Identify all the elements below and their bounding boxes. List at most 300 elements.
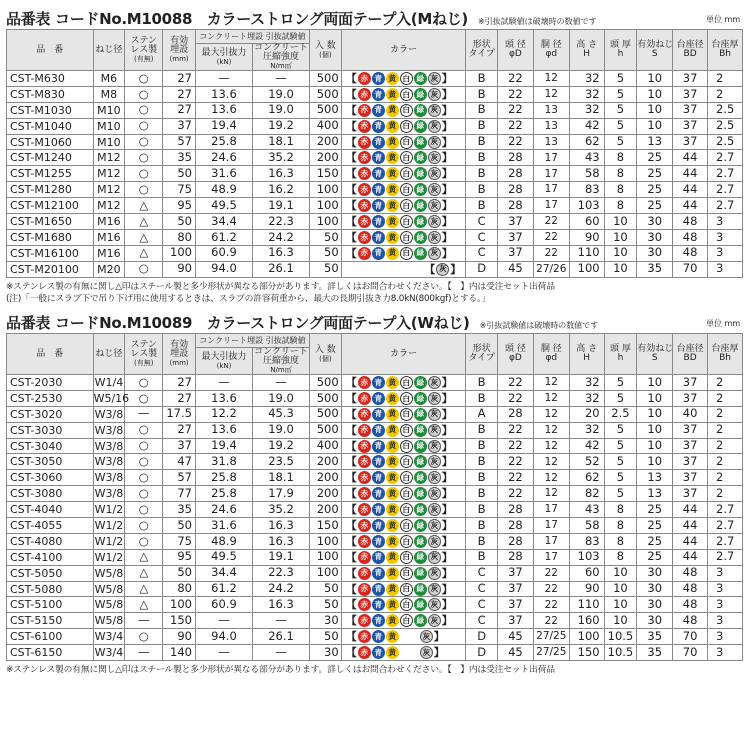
color-blue-icon: 青 bbox=[372, 646, 385, 659]
color-green-icon: 緑 bbox=[414, 247, 427, 260]
color-green-icon: 緑 bbox=[414, 183, 427, 196]
color-yellow-icon: 黄 bbox=[386, 519, 399, 532]
color-blue-icon: 青 bbox=[372, 392, 385, 405]
table-row bbox=[7, 375, 743, 391]
cell-comp: 26.1 bbox=[252, 629, 309, 645]
cell-body-diameter: 12 bbox=[533, 71, 569, 87]
color-blue-icon: 青 bbox=[372, 455, 385, 468]
cell-head-thickness: 5 bbox=[604, 454, 637, 470]
table-row bbox=[7, 422, 743, 438]
cell-height: 58 bbox=[569, 166, 604, 182]
cell-shape: B bbox=[466, 375, 498, 391]
header-thread: ねじ径 bbox=[93, 334, 125, 375]
cell-colors bbox=[341, 134, 466, 150]
cell-qty: 50 bbox=[310, 597, 342, 613]
cell-base-diameter: 44 bbox=[673, 150, 708, 166]
color-red-icon: 赤 bbox=[358, 104, 371, 117]
color-green-icon: 緑 bbox=[414, 471, 427, 484]
cell-colors bbox=[341, 102, 466, 118]
color-red-icon: 赤 bbox=[358, 567, 371, 580]
cell-head-thickness: 10 bbox=[604, 245, 637, 261]
cell-thread-length: 10 bbox=[637, 422, 673, 438]
cell-body-diameter: 17 bbox=[533, 182, 569, 198]
cell-comp: 22.3 bbox=[252, 565, 309, 581]
color-gray-icon: 灰 bbox=[428, 247, 441, 260]
cell-pull: 25.8 bbox=[195, 134, 252, 150]
cell-thread: M16 bbox=[93, 245, 125, 261]
cell-colors bbox=[341, 118, 466, 134]
color-gray-icon: 灰 bbox=[436, 263, 449, 276]
cell-name: CST-6100 bbox=[7, 629, 94, 645]
color-yellow-icon: 黄 bbox=[386, 598, 399, 611]
cell-thread: W5/8 bbox=[94, 598, 124, 612]
cell-name: CST-M1030 bbox=[7, 102, 94, 118]
color-red-icon: 赤 bbox=[358, 215, 371, 228]
cell-height: 32 bbox=[569, 71, 604, 87]
color-green-icon: 緑 bbox=[414, 487, 427, 500]
cell-shape: B bbox=[466, 134, 498, 150]
cell-qty: 100 bbox=[310, 549, 342, 565]
color-list: 【 赤 青 黄 白 緑 灰 】 bbox=[345, 518, 453, 532]
cell-body-diameter: 12 bbox=[533, 375, 569, 391]
header-hh: 頭 厚 h bbox=[604, 30, 637, 71]
cell-shape: B bbox=[466, 438, 498, 454]
section2-footnote-1: ※ステンレス製の有無に関し△印はスチール製と多少形状が異なる部分があります。詳しくはお問合わせください。【 】内は受注セット出荷品 bbox=[6, 665, 555, 675]
cell-height: 42 bbox=[569, 438, 604, 454]
cell-depth: 35 bbox=[163, 150, 196, 166]
color-green-icon: 緑 bbox=[414, 567, 427, 580]
cell-body-diameter: 22 bbox=[533, 245, 569, 261]
section2-unit: 単位 mm bbox=[706, 319, 741, 328]
cell-head-diameter: 28 bbox=[497, 502, 533, 518]
cell-thread: W1/2 bbox=[94, 550, 124, 564]
cell-body-diameter: 22 bbox=[533, 597, 569, 613]
color-red-icon: 赤 bbox=[358, 151, 371, 164]
color-white-icon: 白 bbox=[400, 471, 413, 484]
header-name: 品 番 bbox=[7, 30, 94, 71]
cell-base-diameter: 37 bbox=[673, 486, 708, 502]
cell-comp: 19.2 bbox=[252, 438, 309, 454]
color-list: 【 赤 青 黄 白 緑 灰 】 bbox=[345, 103, 453, 117]
cell-body-diameter: 13 bbox=[533, 134, 569, 150]
color-list: 【 赤 青 黄 白 緑 灰 】 bbox=[345, 230, 453, 244]
header-s: 有効ねじ S bbox=[637, 334, 673, 375]
cell-shape: D bbox=[466, 261, 498, 277]
cell-thread-length: 35 bbox=[637, 629, 673, 645]
cell-name: CST-3060 bbox=[7, 470, 94, 486]
cell-head-thickness: 8 bbox=[604, 549, 637, 565]
cell-base-diameter: 48 bbox=[673, 229, 708, 245]
cell-head-thickness: 2.5 bbox=[604, 406, 637, 422]
cell-qty: 500 bbox=[310, 406, 342, 422]
cell-pull: — bbox=[195, 613, 252, 629]
table-row bbox=[7, 229, 743, 245]
cell-colors bbox=[341, 565, 466, 581]
table-row bbox=[7, 470, 743, 486]
color-yellow-icon: 黄 bbox=[386, 551, 399, 564]
cell-body-diameter: 27/25 bbox=[533, 645, 569, 661]
cell-comp: 17.9 bbox=[252, 486, 309, 502]
color-blue-icon: 青 bbox=[372, 104, 385, 117]
color-green-icon: 緑 bbox=[414, 408, 427, 421]
cell-head-thickness: 5 bbox=[604, 438, 637, 454]
cell-body-diameter: 17 bbox=[533, 166, 569, 182]
cell-base-thickness: 2.7 bbox=[708, 150, 743, 166]
color-gray-icon: 灰 bbox=[428, 535, 441, 548]
cell-head-diameter: 45 bbox=[497, 645, 533, 661]
color-blue-icon: 青 bbox=[372, 151, 385, 164]
header-name: 品 番 bbox=[7, 334, 94, 375]
cell-base-thickness: 2.7 bbox=[708, 518, 743, 534]
color-gray-icon: 灰 bbox=[428, 440, 441, 453]
cell-comp: 19.0 bbox=[252, 102, 309, 118]
color-yellow-icon: 黄 bbox=[386, 231, 399, 244]
cell-height: 150 bbox=[569, 645, 604, 661]
cell-depth: 140 bbox=[163, 645, 196, 661]
color-blue-icon: 青 bbox=[372, 471, 385, 484]
cell-thread: M6 bbox=[93, 71, 125, 87]
cell-stainless: ○ bbox=[125, 86, 163, 102]
cell-comp: 16.3 bbox=[252, 597, 309, 613]
color-white-icon: 白 bbox=[400, 215, 413, 228]
header-dd: 胴 径 φd bbox=[533, 30, 569, 71]
color-red-icon: 赤 bbox=[358, 630, 371, 643]
color-white-icon: 白 bbox=[400, 199, 413, 212]
color-yellow-icon: 黄 bbox=[386, 408, 399, 421]
cell-colors bbox=[341, 229, 466, 245]
color-blue-icon: 青 bbox=[372, 376, 385, 389]
cell-comp: — bbox=[252, 71, 309, 87]
section2-note: ※引抜試験値は破壊時の数値です bbox=[479, 321, 599, 330]
cell-head-thickness: 5 bbox=[604, 71, 637, 87]
cell-head-diameter: 37 bbox=[497, 245, 533, 261]
color-white-icon: 白 bbox=[400, 455, 413, 468]
cell-colors bbox=[341, 502, 466, 518]
cell-head-diameter: 22 bbox=[497, 470, 533, 486]
cell-base-thickness: 3 bbox=[708, 629, 743, 645]
cell-thread: W3/8 bbox=[94, 407, 124, 421]
cell-base-diameter: 44 bbox=[673, 549, 708, 565]
color-white-icon: 白 bbox=[400, 567, 413, 580]
cell-height: 100 bbox=[569, 629, 604, 645]
cell-base-thickness: 2 bbox=[708, 86, 743, 102]
cell-head-diameter: 28 bbox=[497, 406, 533, 422]
cell-pull: 48.9 bbox=[195, 533, 252, 549]
table-row bbox=[7, 71, 743, 87]
cell-qty: 50 bbox=[310, 245, 342, 261]
cell-head-thickness: 5 bbox=[604, 390, 637, 406]
cell-pull: 94.0 bbox=[195, 261, 252, 277]
cell-thread: W5/8 bbox=[94, 566, 124, 580]
color-white-icon: 白 bbox=[400, 535, 413, 548]
cell-base-thickness: 2 bbox=[708, 470, 743, 486]
cell-base-thickness: 3 bbox=[708, 214, 743, 230]
cell-stainless: ○ bbox=[125, 134, 163, 150]
cell-depth: 47 bbox=[163, 454, 196, 470]
cell-height: 62 bbox=[569, 134, 604, 150]
cell-depth: 80 bbox=[163, 229, 196, 245]
header-stainless: ステン レス製 (有無) bbox=[125, 334, 163, 375]
header-qty: 入 数 (個) bbox=[310, 334, 342, 375]
cell-colors bbox=[341, 438, 466, 454]
cell-stainless: — bbox=[125, 406, 163, 422]
cell-thread-length: 10 bbox=[637, 406, 673, 422]
cell-thread-length: 10 bbox=[637, 438, 673, 454]
cell-stainless: ○ bbox=[125, 261, 163, 277]
color-red-icon: 赤 bbox=[358, 583, 371, 596]
cell-thread-length: 10 bbox=[637, 102, 673, 118]
cell-qty: 30 bbox=[310, 645, 342, 661]
cell-thread-length: 30 bbox=[637, 214, 673, 230]
color-gray-icon: 灰 bbox=[428, 215, 441, 228]
color-white-icon: 白 bbox=[400, 408, 413, 421]
cell-thread-length: 30 bbox=[637, 581, 673, 597]
color-yellow-icon: 黄 bbox=[386, 455, 399, 468]
cell-base-thickness: 3 bbox=[708, 613, 743, 629]
cell-shape: B bbox=[466, 166, 498, 182]
cell-height: 60 bbox=[569, 565, 604, 581]
cell-body-diameter: 12 bbox=[533, 86, 569, 102]
cell-name: CST-M1240 bbox=[7, 150, 94, 166]
cell-name: CST-3020 bbox=[7, 406, 94, 422]
cell-base-diameter: 44 bbox=[673, 182, 708, 198]
color-green-icon: 緑 bbox=[414, 167, 427, 180]
color-list: 【 赤 青 黄 白 緑 灰 】 bbox=[345, 550, 453, 564]
cell-qty: 500 bbox=[310, 375, 342, 391]
cell-colors bbox=[341, 390, 466, 406]
color-blue-icon: 青 bbox=[372, 199, 385, 212]
cell-thread-length: 30 bbox=[637, 597, 673, 613]
cell-base-diameter: 37 bbox=[673, 86, 708, 102]
table-row bbox=[7, 118, 743, 134]
color-list: 【 赤 青 黄 白 緑 灰 】 bbox=[345, 375, 453, 389]
cell-qty: 200 bbox=[310, 470, 342, 486]
color-gray-icon: 灰 bbox=[428, 167, 441, 180]
cell-pull: 94.0 bbox=[195, 629, 252, 645]
cell-stainless: △ bbox=[125, 229, 163, 245]
color-blue-icon: 青 bbox=[372, 535, 385, 548]
cell-shape: C bbox=[466, 581, 498, 597]
color-blue-icon: 青 bbox=[372, 583, 385, 596]
cell-thread-length: 30 bbox=[637, 229, 673, 245]
cell-body-diameter: 12 bbox=[533, 438, 569, 454]
cell-name: CST-M16100 bbox=[7, 245, 94, 261]
cell-pull: 34.4 bbox=[195, 214, 252, 230]
color-green-icon: 緑 bbox=[414, 519, 427, 532]
cell-height: 90 bbox=[569, 229, 604, 245]
color-green-icon: 緑 bbox=[414, 551, 427, 564]
cell-stainless: △ bbox=[125, 581, 163, 597]
cell-shape: B bbox=[466, 502, 498, 518]
color-white-icon: 白 bbox=[400, 503, 413, 516]
section2-title-bar bbox=[6, 312, 598, 332]
cell-pull: 34.4 bbox=[195, 565, 252, 581]
cell-qty: 100 bbox=[310, 565, 342, 581]
color-white-icon: 白 bbox=[400, 583, 413, 596]
color-blue-icon: 青 bbox=[372, 487, 385, 500]
cell-head-diameter: 37 bbox=[497, 565, 533, 581]
table-row bbox=[7, 613, 743, 629]
cell-head-thickness: 10 bbox=[604, 565, 637, 581]
color-yellow-icon: 黄 bbox=[386, 567, 399, 580]
cell-thread-length: 30 bbox=[637, 245, 673, 261]
cell-comp: 24.2 bbox=[252, 229, 309, 245]
cell-thread: W3/8 bbox=[94, 439, 124, 453]
color-yellow-icon: 黄 bbox=[386, 487, 399, 500]
cell-stainless: ○ bbox=[125, 502, 163, 518]
cell-base-thickness: 2.7 bbox=[708, 182, 743, 198]
color-white-icon: 白 bbox=[400, 376, 413, 389]
color-yellow-icon: 黄 bbox=[386, 88, 399, 101]
cell-shape: A bbox=[466, 406, 498, 422]
cell-colors bbox=[341, 150, 466, 166]
color-gray-icon: 灰 bbox=[428, 567, 441, 580]
cell-base-thickness: 2.5 bbox=[708, 134, 743, 150]
cell-pull: — bbox=[195, 375, 252, 391]
cell-comp: 19.1 bbox=[252, 549, 309, 565]
color-white-icon: 白 bbox=[400, 424, 413, 437]
cell-depth: 95 bbox=[163, 198, 196, 214]
cell-colors bbox=[341, 581, 466, 597]
table-row bbox=[7, 198, 743, 214]
cell-pull: 61.2 bbox=[195, 229, 252, 245]
cell-colors bbox=[341, 182, 466, 198]
color-red-icon: 赤 bbox=[358, 183, 371, 196]
color-white-icon: 白 bbox=[400, 519, 413, 532]
cell-head-diameter: 37 bbox=[497, 214, 533, 230]
cell-comp: 19.0 bbox=[252, 422, 309, 438]
cell-depth: 17.5 bbox=[163, 406, 196, 422]
color-white-icon: 白 bbox=[400, 598, 413, 611]
table-row bbox=[7, 261, 743, 277]
cell-base-diameter: 37 bbox=[673, 438, 708, 454]
cell-base-thickness: 3 bbox=[708, 645, 743, 661]
cell-height: 90 bbox=[569, 581, 604, 597]
cell-head-thickness: 8 bbox=[604, 533, 637, 549]
cell-body-diameter: 12 bbox=[533, 390, 569, 406]
cell-head-diameter: 37 bbox=[497, 581, 533, 597]
cell-head-diameter: 28 bbox=[497, 150, 533, 166]
cell-thread: M10 bbox=[93, 134, 125, 150]
cell-body-diameter: 13 bbox=[533, 118, 569, 134]
section1-footnote-1: ※ステンレス製の有無に関し△印はスチール製と多少形状が異なる部分があります。詳しくはお問合わせください。【 】内は受注セット出荷品 bbox=[6, 282, 555, 292]
color-gray-icon: 灰 bbox=[428, 88, 441, 101]
header-qty: 入 数 (個) bbox=[310, 30, 342, 71]
cell-thread-length: 10 bbox=[637, 71, 673, 87]
cell-depth: 90 bbox=[163, 261, 196, 277]
section1-title-bar bbox=[6, 8, 597, 28]
table-row bbox=[7, 565, 743, 581]
cell-qty: 200 bbox=[310, 486, 342, 502]
color-red-icon: 赤 bbox=[358, 199, 371, 212]
cell-base-diameter: 44 bbox=[673, 166, 708, 182]
section1-title: 品番表 コードNo.M10088 カラーストロング両面テープ入(Mねじ) bbox=[6, 10, 468, 28]
color-blue-icon: 青 bbox=[372, 630, 385, 643]
cell-shape: B bbox=[466, 198, 498, 214]
cell-name: CST-4040 bbox=[7, 502, 94, 518]
color-gray-icon: 灰 bbox=[428, 104, 441, 117]
cell-shape: B bbox=[466, 518, 498, 534]
cell-colors bbox=[341, 486, 466, 502]
cell-body-diameter: 12 bbox=[533, 406, 569, 422]
cell-base-diameter: 44 bbox=[673, 518, 708, 534]
cell-base-thickness: 2.5 bbox=[708, 118, 743, 134]
color-gray-icon: 灰 bbox=[428, 583, 441, 596]
cell-head-thickness: 10 bbox=[604, 214, 637, 230]
cell-thread-length: 10 bbox=[637, 390, 673, 406]
cell-head-thickness: 10 bbox=[604, 613, 637, 629]
color-blue-icon: 青 bbox=[372, 408, 385, 421]
color-gray-icon: 灰 bbox=[428, 408, 441, 421]
cell-shape: B bbox=[466, 422, 498, 438]
cell-shape: B bbox=[466, 86, 498, 102]
cell-stainless: ○ bbox=[125, 118, 163, 134]
cell-base-thickness: 3 bbox=[708, 229, 743, 245]
header-h: 高 さ H bbox=[569, 334, 604, 375]
color-list: 【 灰 】 bbox=[424, 262, 462, 276]
cell-thread-length: 25 bbox=[637, 518, 673, 534]
color-white-icon: 白 bbox=[400, 614, 413, 627]
color-yellow-icon: 黄 bbox=[386, 151, 399, 164]
color-yellow-icon: 黄 bbox=[386, 424, 399, 437]
cell-head-diameter: 45 bbox=[497, 261, 533, 277]
cell-pull: 60.9 bbox=[195, 245, 252, 261]
header-d: 頭 径 φD bbox=[497, 334, 533, 375]
cell-base-diameter: 70 bbox=[673, 629, 708, 645]
header-concrete-top: コンクリート埋設 引抜試験値 bbox=[195, 30, 309, 44]
cell-head-diameter: 22 bbox=[497, 118, 533, 134]
color-blue-icon: 青 bbox=[372, 551, 385, 564]
color-yellow-icon: 黄 bbox=[386, 471, 399, 484]
cell-colors bbox=[341, 549, 466, 565]
color-blue-icon: 青 bbox=[372, 424, 385, 437]
cell-stainless: ○ bbox=[125, 533, 163, 549]
cell-thread: W3/8 bbox=[94, 455, 124, 469]
cell-thread: M8 bbox=[93, 86, 125, 102]
cell-depth: 57 bbox=[163, 470, 196, 486]
cell-depth: 27 bbox=[163, 375, 196, 391]
cell-head-thickness: 10.5 bbox=[604, 629, 637, 645]
cell-shape: C bbox=[466, 565, 498, 581]
cell-base-diameter: 37 bbox=[673, 71, 708, 87]
cell-height: 100 bbox=[569, 261, 604, 277]
cell-name: CST-5150 bbox=[7, 613, 94, 629]
color-list: 【 赤 青 黄 白 緑 灰 】 bbox=[345, 534, 453, 548]
cell-stainless: ○ bbox=[125, 438, 163, 454]
cell-depth: 50 bbox=[163, 214, 196, 230]
color-yellow-icon: 黄 bbox=[386, 183, 399, 196]
cell-head-diameter: 22 bbox=[497, 86, 533, 102]
cell-depth: 27 bbox=[163, 86, 196, 102]
cell-depth: 100 bbox=[163, 597, 196, 613]
cell-base-diameter: 37 bbox=[673, 102, 708, 118]
cell-thread: M10 bbox=[93, 102, 125, 118]
cell-thread-length: 10 bbox=[637, 86, 673, 102]
cell-colors bbox=[341, 518, 466, 534]
table-row bbox=[7, 645, 743, 661]
table-row bbox=[7, 102, 743, 118]
color-gray-icon: 灰 bbox=[428, 551, 441, 564]
cell-base-diameter: 48 bbox=[673, 245, 708, 261]
cell-comp: 19.0 bbox=[252, 86, 309, 102]
cell-height: 32 bbox=[569, 102, 604, 118]
color-list: 【 赤 青 黄 白 緑 灰 】 bbox=[345, 246, 453, 260]
color-gray-icon: 灰 bbox=[428, 471, 441, 484]
cell-head-thickness: 10 bbox=[604, 581, 637, 597]
cell-base-diameter: 40 bbox=[673, 406, 708, 422]
cell-base-thickness: 2.5 bbox=[708, 102, 743, 118]
header-stainless: ステン レス製 (有無) bbox=[125, 30, 163, 71]
